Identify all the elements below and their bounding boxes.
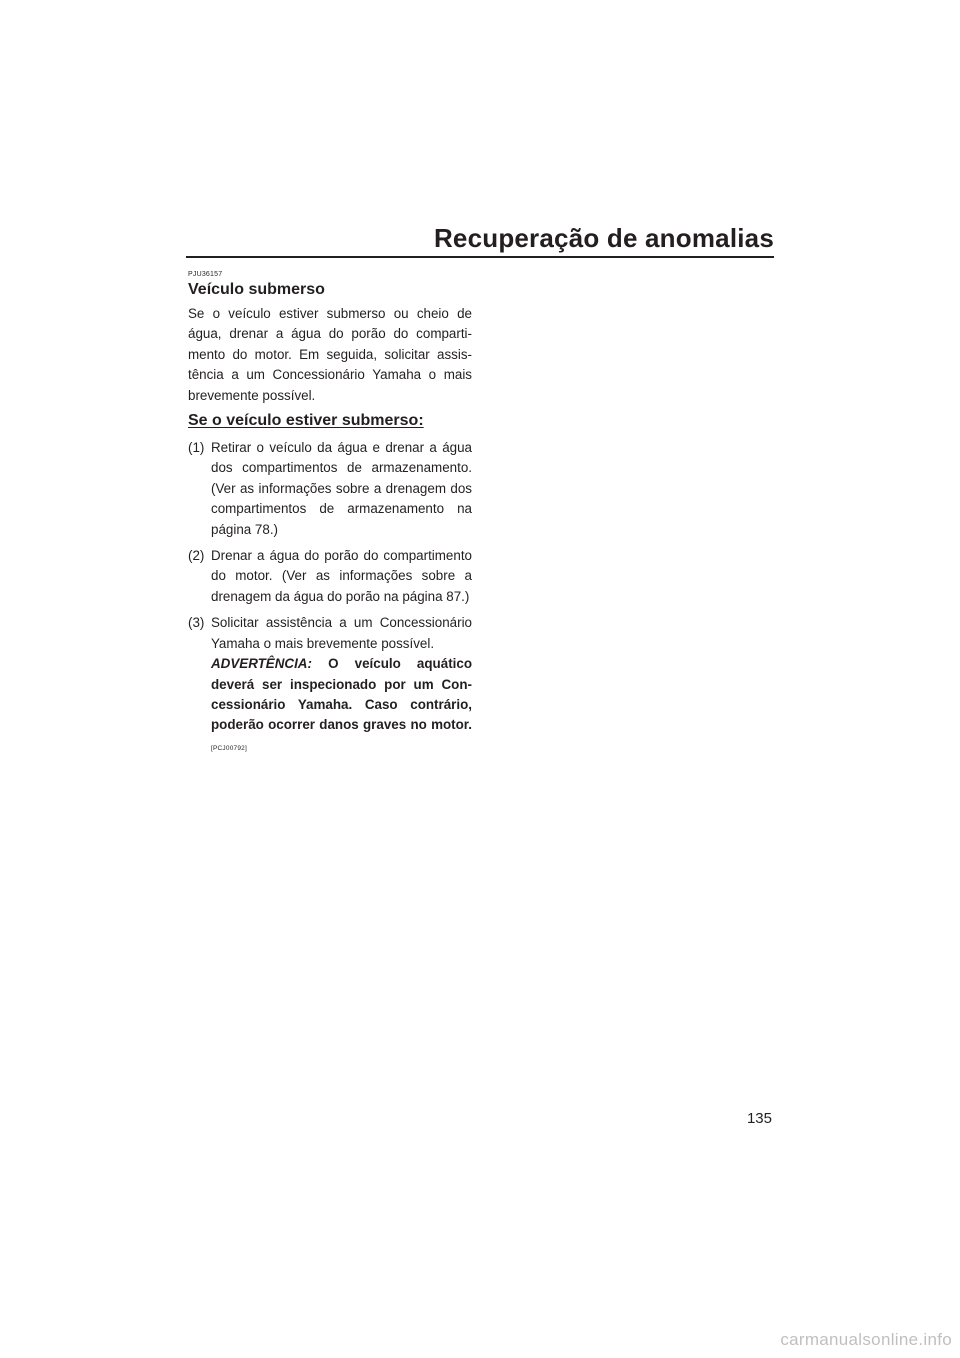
list-item bbox=[188, 438, 472, 540]
intro-paragraph: Se o veículo estiver submerso ou cheio de água, drenar a água do porão do compartimento do motor. Em seguida, solicitar assistência a um Concessionário Yamaha o mais brevemente possível. bbox=[188, 306, 472, 403]
watermark: carmanualsonline.info bbox=[780, 1330, 952, 1349]
list-item bbox=[188, 613, 472, 759]
warning-label: ADVERTÊNCIA: bbox=[211, 656, 312, 672]
section-ref-code: PJU36157 bbox=[188, 271, 223, 278]
section-title: Veículo submerso bbox=[188, 281, 325, 298]
page-header bbox=[186, 222, 774, 258]
steps-list bbox=[188, 438, 472, 759]
step-text: Solicitar assistência a um Concessionário Yamaha o mais brevemente possível. bbox=[211, 615, 472, 651]
page-title: Recuperação de anomalias bbox=[433, 223, 774, 253]
step-text: Retirar o veículo da água e drenar a água dos compartimentos de armazenamento. (Ver as informações sobre a drenagem dos compartimentos de armazenamento na página 78.) bbox=[211, 440, 472, 537]
step-number: (2) bbox=[188, 548, 205, 564]
subheading: Se o veículo estiver submerso: bbox=[188, 412, 424, 430]
step-number: (1) bbox=[188, 440, 205, 456]
content-column bbox=[188, 270, 472, 765]
list-item bbox=[188, 546, 472, 607]
warning-text: O veículo aquático deverá ser inspecionado por um Concessionário Yamaha. Caso contrário, poderão ocorrer danos graves no motor. bbox=[211, 656, 472, 733]
warning-code: [PCJ00792] bbox=[211, 744, 247, 752]
step-number: (3) bbox=[188, 615, 205, 631]
warning-block bbox=[211, 654, 472, 759]
page-number: 135 bbox=[746, 1110, 772, 1127]
step-text: Drenar a água do porão do compartimento do motor. (Ver as informações sobre a drenagem da água do porão na página 87.) bbox=[211, 548, 472, 604]
